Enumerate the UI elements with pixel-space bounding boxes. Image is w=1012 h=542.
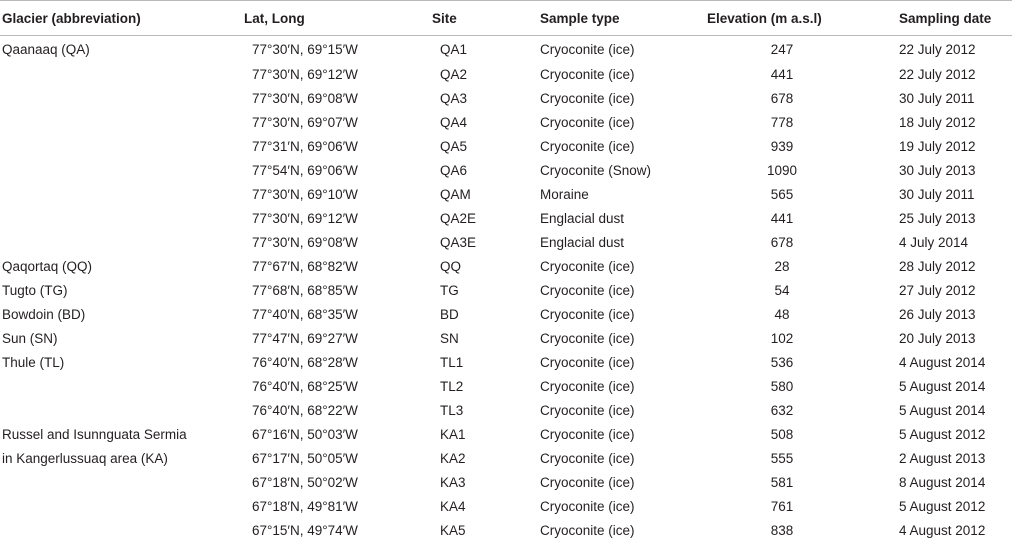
cell-site: QA4 — [430, 110, 538, 134]
cell-elevation: 508 — [705, 422, 897, 446]
cell-sampling-date: 20 July 2013 — [897, 326, 1012, 350]
cell-sampling-date: 25 July 2013 — [897, 206, 1012, 230]
cell-glacier: Bowdoin (BD) — [0, 302, 242, 326]
cell-glacier — [0, 398, 242, 422]
table-row — [0, 350, 1012, 374]
table-row — [0, 494, 1012, 518]
table-row — [0, 62, 1012, 86]
table-row — [0, 398, 1012, 422]
cell-latlong: 67°16′N, 50°03′W — [242, 422, 430, 446]
cell-glacier — [0, 134, 242, 158]
cell-sample-type: Cryoconite (ice) — [538, 350, 705, 374]
table-row — [0, 36, 1012, 63]
cell-sampling-date: 19 July 2012 — [897, 134, 1012, 158]
cell-sample-type: Cryoconite (ice) — [538, 86, 705, 110]
cell-elevation: 48 — [705, 302, 897, 326]
cell-glacier — [0, 374, 242, 398]
cell-elevation: 778 — [705, 110, 897, 134]
cell-elevation: 441 — [705, 206, 897, 230]
cell-glacier — [0, 230, 242, 254]
cell-site: KA3 — [430, 470, 538, 494]
cell-sample-type: Englacial dust — [538, 206, 705, 230]
cell-latlong: 67°15′N, 49°74′W — [242, 518, 430, 542]
cell-site: KA5 — [430, 518, 538, 542]
cell-glacier: in Kangerlussuaq area (KA) — [0, 446, 242, 470]
table-header — [0, 1, 1012, 36]
cell-latlong: 77°54′N, 69°06′W — [242, 158, 430, 182]
cell-elevation: 838 — [705, 518, 897, 542]
cell-elevation: 247 — [705, 36, 897, 63]
cell-sampling-date: 30 July 2013 — [897, 158, 1012, 182]
cell-latlong: 77°30′N, 69°10′W — [242, 182, 430, 206]
cell-elevation: 565 — [705, 182, 897, 206]
cell-glacier — [0, 494, 242, 518]
cell-sample-type: Cryoconite (ice) — [538, 398, 705, 422]
cell-site: QQ — [430, 254, 538, 278]
cell-latlong: 77°40′N, 68°35′W — [242, 302, 430, 326]
cell-sampling-date: 4 August 2012 — [897, 518, 1012, 542]
cell-sampling-date: 4 July 2014 — [897, 230, 1012, 254]
cell-elevation: 555 — [705, 446, 897, 470]
cell-glacier — [0, 518, 242, 542]
table-row — [0, 374, 1012, 398]
cell-elevation: 536 — [705, 350, 897, 374]
header-sample-type: Sample type — [538, 1, 705, 36]
cell-sampling-date: 18 July 2012 — [897, 110, 1012, 134]
table-row — [0, 110, 1012, 134]
cell-latlong: 67°18′N, 49°81′W — [242, 494, 430, 518]
cell-elevation: 678 — [705, 86, 897, 110]
cell-glacier — [0, 110, 242, 134]
cell-elevation: 28 — [705, 254, 897, 278]
cell-sample-type: Cryoconite (ice) — [538, 254, 705, 278]
cell-latlong: 67°18′N, 50°02′W — [242, 470, 430, 494]
cell-site: TL1 — [430, 350, 538, 374]
cell-sample-type: Moraine — [538, 182, 705, 206]
table-row — [0, 518, 1012, 542]
cell-site: QA1 — [430, 36, 538, 63]
cell-sampling-date: 4 August 2014 — [897, 350, 1012, 374]
table-row — [0, 278, 1012, 302]
cell-site: QAM — [430, 182, 538, 206]
table-row — [0, 470, 1012, 494]
cell-sample-type: Cryoconite (Snow) — [538, 158, 705, 182]
table-row — [0, 326, 1012, 350]
cell-sample-type: Cryoconite (ice) — [538, 134, 705, 158]
header-latlong: Lat, Long — [242, 1, 430, 36]
cell-sample-type: Cryoconite (ice) — [538, 110, 705, 134]
table-row — [0, 182, 1012, 206]
header-row — [0, 1, 1012, 36]
cell-latlong: 76°40′N, 68°28′W — [242, 350, 430, 374]
cell-sample-type: Cryoconite (ice) — [538, 326, 705, 350]
cell-latlong: 77°47′N, 69°27′W — [242, 326, 430, 350]
cell-sampling-date: 30 July 2011 — [897, 182, 1012, 206]
cell-sample-type: Cryoconite (ice) — [538, 446, 705, 470]
cell-glacier — [0, 86, 242, 110]
cell-site: QA5 — [430, 134, 538, 158]
cell-site: BD — [430, 302, 538, 326]
table-row — [0, 422, 1012, 446]
table-row — [0, 302, 1012, 326]
header-elevation: Elevation (m a.s.l) — [705, 1, 897, 36]
cell-site: TL3 — [430, 398, 538, 422]
cell-site: QA2E — [430, 206, 538, 230]
cell-elevation: 54 — [705, 278, 897, 302]
cell-latlong: 77°30′N, 69°08′W — [242, 86, 430, 110]
cell-glacier: Qaqortaq (QQ) — [0, 254, 242, 278]
cell-site: KA4 — [430, 494, 538, 518]
cell-site: TL2 — [430, 374, 538, 398]
cell-glacier — [0, 470, 242, 494]
cell-site: QA3E — [430, 230, 538, 254]
cell-sampling-date: 22 July 2012 — [897, 62, 1012, 86]
cell-latlong: 77°67′N, 68°82′W — [242, 254, 430, 278]
cell-latlong: 77°31′N, 69°06′W — [242, 134, 430, 158]
cell-glacier — [0, 62, 242, 86]
cell-sampling-date: 2 August 2013 — [897, 446, 1012, 470]
cell-glacier — [0, 182, 242, 206]
cell-sample-type: Cryoconite (ice) — [538, 494, 705, 518]
cell-elevation: 761 — [705, 494, 897, 518]
cell-sampling-date: 5 August 2012 — [897, 422, 1012, 446]
table-row — [0, 446, 1012, 470]
cell-elevation: 632 — [705, 398, 897, 422]
table-row — [0, 230, 1012, 254]
cell-site: QA6 — [430, 158, 538, 182]
cell-elevation: 102 — [705, 326, 897, 350]
cell-glacier: Tugto (TG) — [0, 278, 242, 302]
cell-latlong: 77°68′N, 68°85′W — [242, 278, 430, 302]
cell-sample-type: Cryoconite (ice) — [538, 422, 705, 446]
cell-elevation: 580 — [705, 374, 897, 398]
cell-sample-type: Cryoconite (ice) — [538, 374, 705, 398]
cell-sampling-date: 5 August 2012 — [897, 494, 1012, 518]
cell-sampling-date: 22 July 2012 — [897, 36, 1012, 63]
cell-sampling-date: 27 July 2012 — [897, 278, 1012, 302]
cell-latlong: 67°17′N, 50°05′W — [242, 446, 430, 470]
cell-sample-type: Cryoconite (ice) — [538, 36, 705, 63]
cell-sampling-date: 8 August 2014 — [897, 470, 1012, 494]
cell-site: KA2 — [430, 446, 538, 470]
table-row — [0, 134, 1012, 158]
cell-sample-type: Cryoconite (ice) — [538, 470, 705, 494]
cell-latlong: 77°30′N, 69°12′W — [242, 206, 430, 230]
cell-glacier: Qaanaaq (QA) — [0, 36, 242, 63]
cell-latlong: 77°30′N, 69°07′W — [242, 110, 430, 134]
cell-elevation: 581 — [705, 470, 897, 494]
header-glacier: Glacier (abbreviation) — [0, 1, 242, 36]
table-row — [0, 86, 1012, 110]
cell-latlong: 76°40′N, 68°25′W — [242, 374, 430, 398]
cell-sample-type: Cryoconite (ice) — [538, 278, 705, 302]
cell-sampling-date: 5 August 2014 — [897, 398, 1012, 422]
header-sampling-date: Sampling date — [897, 1, 1012, 36]
cell-elevation: 441 — [705, 62, 897, 86]
cell-latlong: 77°30′N, 69°08′W — [242, 230, 430, 254]
table-row — [0, 254, 1012, 278]
cell-site: TG — [430, 278, 538, 302]
cell-sampling-date: 5 August 2014 — [897, 374, 1012, 398]
cell-elevation: 1090 — [705, 158, 897, 182]
cell-sample-type: Cryoconite (ice) — [538, 62, 705, 86]
cell-sampling-date: 26 July 2013 — [897, 302, 1012, 326]
cell-glacier — [0, 158, 242, 182]
cell-latlong: 77°30′N, 69°12′W — [242, 62, 430, 86]
cell-sample-type: Cryoconite (ice) — [538, 518, 705, 542]
table-row — [0, 158, 1012, 182]
cell-elevation: 678 — [705, 230, 897, 254]
cell-glacier — [0, 206, 242, 230]
cell-site: SN — [430, 326, 538, 350]
cell-site: KA1 — [430, 422, 538, 446]
cell-glacier: Thule (TL) — [0, 350, 242, 374]
cell-glacier: Sun (SN) — [0, 326, 242, 350]
table-body — [0, 36, 1012, 542]
cell-sampling-date: 30 July 2011 — [897, 86, 1012, 110]
table-row — [0, 206, 1012, 230]
cell-elevation: 939 — [705, 134, 897, 158]
cell-sampling-date: 28 July 2012 — [897, 254, 1012, 278]
cell-glacier: Russel and Isunnguata Sermia — [0, 422, 242, 446]
cell-site: QA3 — [430, 86, 538, 110]
cell-sample-type: Cryoconite (ice) — [538, 302, 705, 326]
cell-latlong: 76°40′N, 68°22′W — [242, 398, 430, 422]
cell-latlong: 77°30′N, 69°15′W — [242, 36, 430, 63]
cell-sample-type: Englacial dust — [538, 230, 705, 254]
header-site: Site — [430, 1, 538, 36]
cell-site: QA2 — [430, 62, 538, 86]
